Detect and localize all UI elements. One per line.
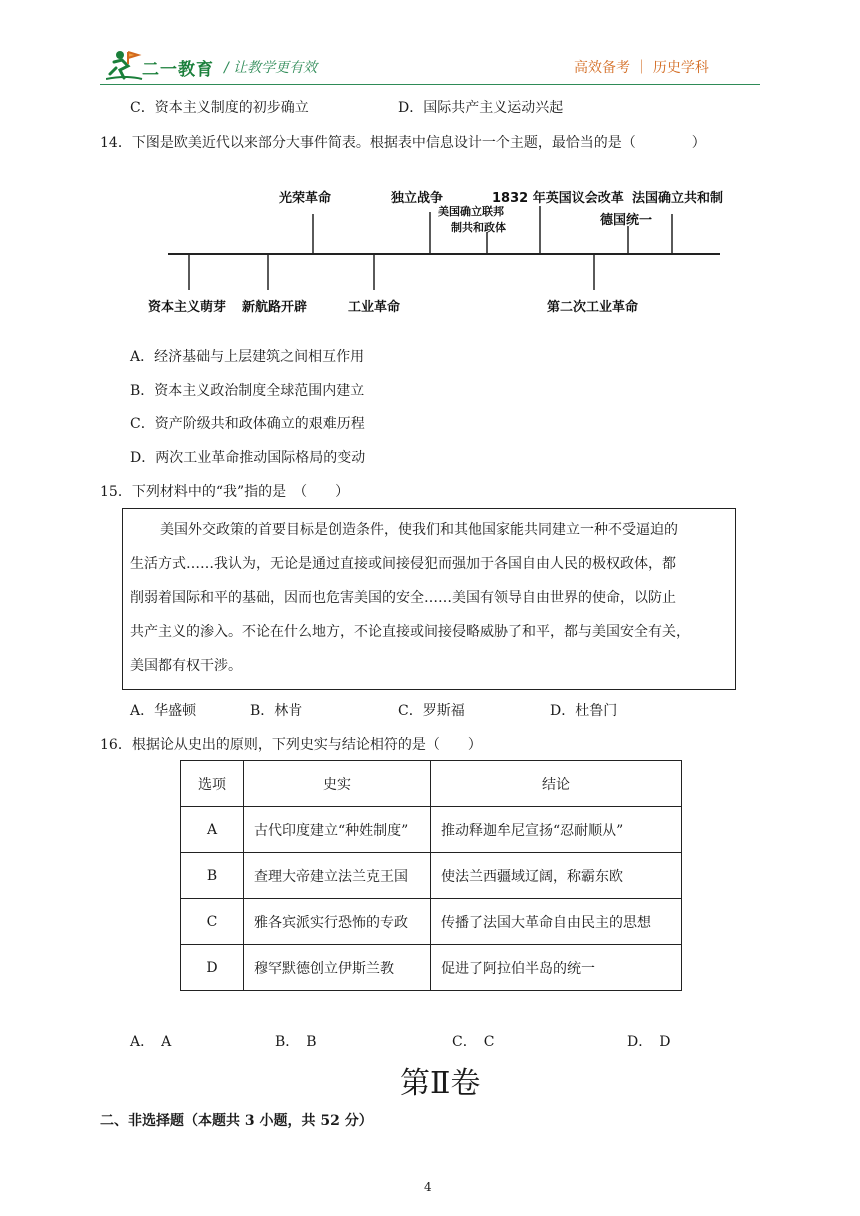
table-header-cell: 结论 bbox=[431, 761, 682, 807]
q16-option-d: D． D bbox=[627, 1034, 671, 1050]
q16-option-b: B． B bbox=[275, 1034, 317, 1050]
timeline-label-above: 光荣革命 bbox=[279, 191, 332, 206]
brand-slogan: / 让教学更有效 bbox=[224, 60, 318, 76]
header-subject: 高效备考 ｜ 历史学科 bbox=[574, 60, 709, 76]
timeline-label-above: 美国确立联邦 bbox=[438, 205, 504, 218]
table-row bbox=[181, 899, 682, 945]
table-row bbox=[181, 945, 682, 991]
q16-table bbox=[180, 760, 682, 991]
brand-name: 二一教育 bbox=[142, 60, 214, 80]
q13-option-d: D．国际共产主义运动兴起 bbox=[398, 100, 564, 116]
section-heading: 二、非选择题（本题共 3 小题，共 52 分） bbox=[100, 1113, 373, 1129]
q15-quote-line: 削弱着国际和平的基础，因而也危害美国的安全……美国有领导自由世界的使命，以防止 bbox=[130, 590, 676, 606]
q14-option-c: C．资产阶级共和政体确立的艰难历程 bbox=[130, 416, 365, 432]
q15-quote-line: 美国外交政策的首要目标是创造条件，使我们和其他国家能共同建立一种不受逼迫的 bbox=[160, 522, 678, 538]
q15-quote-line: 共产主义的渗入。不论在什么地方，不论直接或间接侵略威胁了和平，都与美国安全有关， bbox=[130, 624, 690, 640]
timeline-label-below: 新航路开辟 bbox=[242, 300, 308, 315]
table-header-cell: 史实 bbox=[244, 761, 431, 807]
timeline-diagram bbox=[0, 0, 860, 330]
table-cell: C bbox=[181, 899, 244, 945]
timeline-label-above: 德国统一 bbox=[600, 213, 653, 228]
table-cell: 古代印度建立“种姓制度” bbox=[244, 807, 431, 853]
q14-stem: 14．下图是欧美近代以来部分大事件简表。根据表中信息设计一个主题，最恰当的是（ ） bbox=[100, 135, 706, 151]
q15-option-a: A．华盛顿 bbox=[130, 703, 197, 719]
timeline-label-below: 资本主义萌芽 bbox=[148, 300, 227, 315]
table-cell: 传播了法国大革命自由民主的思想 bbox=[431, 899, 682, 945]
q13-option-c: C．资本主义制度的初步确立 bbox=[130, 100, 309, 116]
q15-stem: 15．下列材料中的“我”指的是 （ ） bbox=[100, 484, 350, 500]
table-cell: 促进了阿拉伯半岛的统一 bbox=[431, 945, 682, 991]
table-cell: A bbox=[181, 807, 244, 853]
timeline-label-above: 1832 年英国议会改革 bbox=[492, 191, 624, 206]
timeline-label-below: 第二次工业革命 bbox=[547, 300, 639, 315]
timeline-label-above: 法国确立共和制 bbox=[632, 191, 724, 206]
table-cell: D bbox=[181, 945, 244, 991]
table-cell: B bbox=[181, 853, 244, 899]
volume-title: 第Ⅱ卷 bbox=[400, 1066, 481, 1101]
q16-option-c: C． C bbox=[452, 1034, 495, 1050]
q15-quote-line: 生活方式……我认为，无论是通过直接或间接侵犯而强加于各国自由人民的极权政体，都 bbox=[130, 556, 676, 572]
timeline-label-below: 工业革命 bbox=[348, 300, 401, 315]
table-cell: 推动释迦牟尼宣扬“忍耐顺从” bbox=[431, 807, 682, 853]
table-row bbox=[181, 853, 682, 899]
q15-option-d: D．杜鲁门 bbox=[550, 703, 618, 719]
table-cell: 查理大帝建立法兰克王国 bbox=[244, 853, 431, 899]
q14-option-b: B．资本主义政治制度全球范围内建立 bbox=[130, 383, 365, 399]
timeline-label-above: 制共和政体 bbox=[451, 221, 506, 234]
q15-option-c: C．罗斯福 bbox=[398, 703, 465, 719]
timeline-label-above: 独立战争 bbox=[391, 191, 444, 206]
table-cell: 雅各宾派实行恐怖的专政 bbox=[244, 899, 431, 945]
q16-option-a: A． A bbox=[130, 1034, 172, 1050]
q15-option-b: B．林肯 bbox=[250, 703, 303, 719]
q14-option-d: D．两次工业革命推动国际格局的变动 bbox=[130, 450, 366, 466]
table-row bbox=[181, 807, 682, 853]
table-header-cell: 选项 bbox=[181, 761, 244, 807]
q16-stem: 16．根据论从史出的原则，下列史实与结论相符的是（ ） bbox=[100, 737, 482, 753]
q14-option-a: A．经济基础与上层建筑之间相互作用 bbox=[130, 349, 365, 365]
table-header-row bbox=[181, 761, 682, 807]
table-cell: 穆罕默德创立伊斯兰教 bbox=[244, 945, 431, 991]
table-cell: 使法兰西疆域辽阔，称霸东欧 bbox=[431, 853, 682, 899]
page-number: 4 bbox=[424, 1180, 432, 1194]
q15-quote-line: 美国都有权干涉。 bbox=[130, 658, 242, 674]
